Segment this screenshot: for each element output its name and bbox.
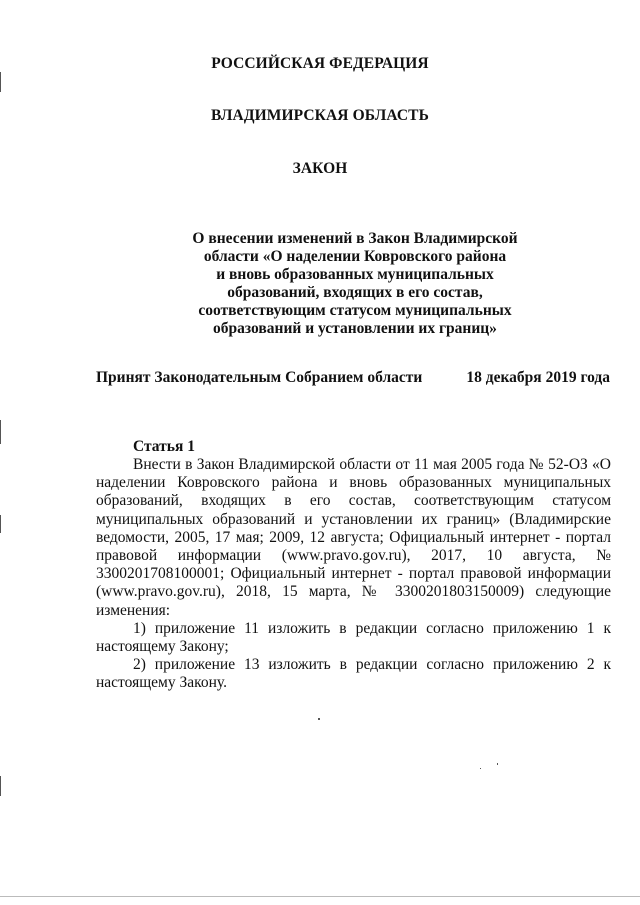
adopting-body: Принят Законодательным Собранием области — [96, 369, 423, 386]
scan-speck — [497, 763, 498, 765]
scan-artifact — [0, 515, 1, 533]
law-title-line: образований и установлении их границ» — [213, 320, 497, 337]
scan-artifact — [0, 72, 1, 92]
scan-artifact — [0, 776, 1, 796]
law-title-line: области «О наделении Ковровского района — [203, 248, 507, 265]
article-item-1: 1) приложение 11 изложить в редакции согласно приложению 1 к настоящему Закону; — [96, 619, 611, 656]
scan-speck — [480, 768, 481, 769]
law-title-line: О внесении изменений в Закон Владимирской — [192, 230, 518, 247]
law-title-line: и вновь образованных муниципальных — [216, 266, 494, 283]
law-title-line: соответствующим статусом муниципальных — [198, 302, 512, 319]
country-heading: РОССИЙСКАЯ ФЕДЕРАЦИЯ — [211, 55, 429, 72]
article-paragraph: Внести в Закон Владимирской области от 11 мая 2005 года № 52-ОЗ «О наделении Ковровского района и вновь образованных муниципальных образований, входящих в его состав, соответствующим статусом муниципальных образований и установлении их границ» (Владимирские ведомости, 2005, 17 мая; 2009, 12 августа; Официальный интернет - портал правовой информации (www.pravo.gov.ru), 2017, 10 августа, № 3300201708100001; Официальный интернет - портал правовой информации (www.pravo.gov.ru), 2018, 15 марта, № 3300201803150009) следующие изменения: — [96, 456, 611, 619]
law-title-line: образований, входящих в его состав, — [227, 284, 483, 301]
law-title — [150, 230, 560, 338]
article-item-2: 2) приложение 13 изложить в редакции согласно приложению 2 к настоящему Закону. — [96, 656, 611, 692]
article-body — [96, 456, 611, 693]
scan-artifact — [0, 420, 1, 444]
article-title: Статья 1 — [133, 438, 195, 455]
adoption-date: 18 декабря 2019 года — [466, 369, 610, 386]
document-type-heading: ЗАКОН — [292, 160, 348, 177]
scan-speck — [318, 718, 320, 720]
region-heading: ВЛАДИМИРСКАЯ ОБЛАСТЬ — [211, 107, 429, 124]
scan-bottom-edge — [0, 896, 640, 897]
